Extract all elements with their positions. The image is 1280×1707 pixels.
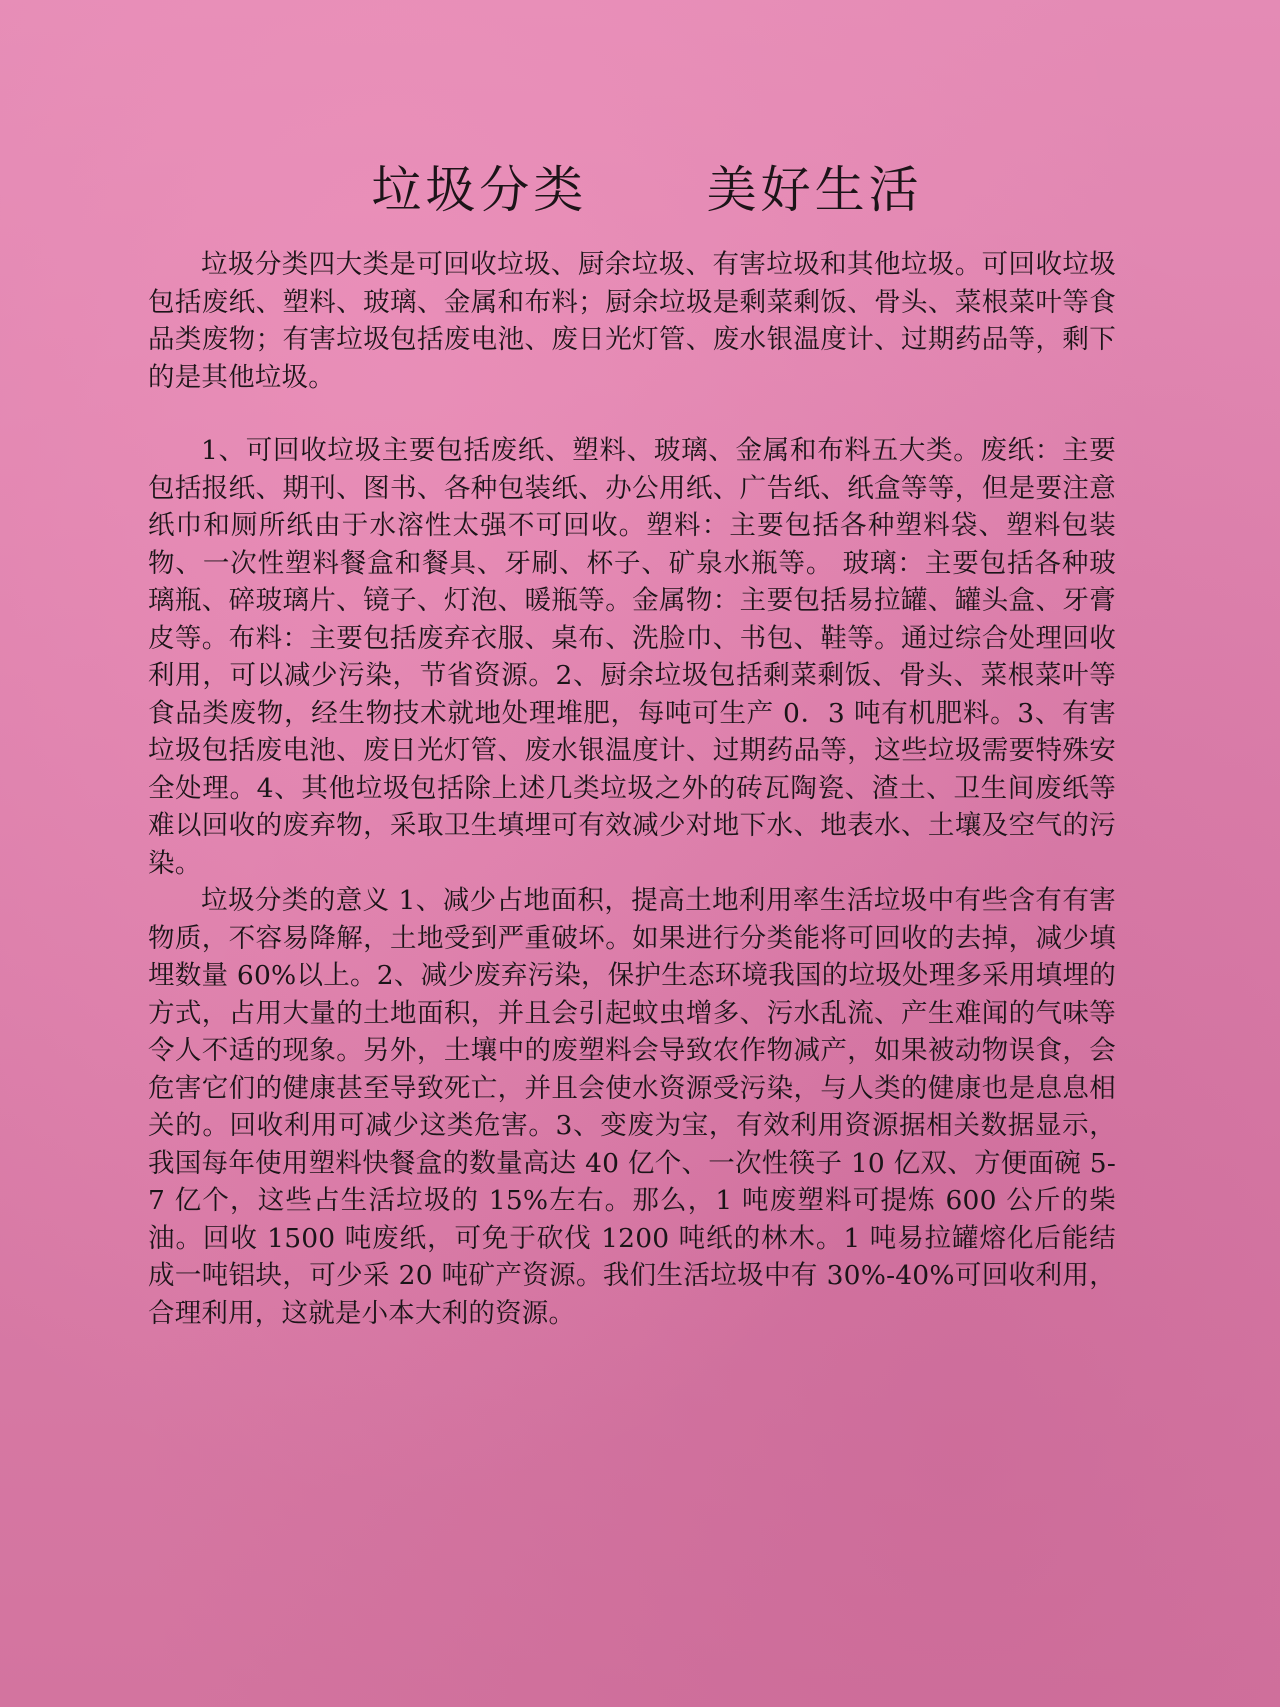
document-body <box>148 150 1116 1332</box>
significance-paragraph: 垃圾分类的意义 1、减少占地面积，提高土地利用率生活垃圾中有些含有有害物质，不容易降解，土地受到严重破坏。如果进行分类能将可回收的去掉，减少填埋数量 60%以上。2、减少废弃污染，保护生态环境我国的垃圾处理多采用填埋的方式，占用大量的土地面积，并且会引起蚊虫增多、污水乱流、产生难闻的气味等令人不适的现象。另外，土壤中的废塑料会导致农作物减产，如果被动物误食，会危害它们的健康甚至导致死亡，并且会使水资源受污染，与人类的健康也是息息相关的。回收利用可减少这类危害。3、变废为宝，有效利用资源据相关数据显示，我国每年使用塑料快餐盒的数量高达 40 亿个、一次性筷子 10 亿双、方便面碗 5-7 亿个，这些占生活垃圾的 15%左右。那么，1 吨废塑料可提炼 600 公斤的柴油。回收 1500 吨废纸，可免于砍伐 1200 吨纸的林木。1 吨易拉罐熔化后能结成一吨铝块，可少采 20 吨矿产资源。我们生活垃圾中有 30%-40%可回收利用，合理利用，这就是小本大利的资源。 <box>148 885 1116 1329</box>
document-title: 垃圾分类 美好生活 <box>371 161 923 219</box>
categories-paragraph: 1、可回收垃圾主要包括废纸、塑料、玻璃、金属和布料五大类。废纸：主要包括报纸、期刊、图书、各种包装纸、办公用纸、广告纸、纸盒等等，但是要注意纸巾和厕所纸由于水溶性太强不可回收。塑料：主要包括各种塑料袋、塑料包装物、一次性塑料餐盒和餐具、牙刷、杯子、矿泉水瓶等。 玻璃：主要包括各种玻璃瓶、碎玻璃片、镜子、灯泡、暖瓶等。金属物：主要包括易拉罐、罐头盒、牙膏皮等。布料：主要包括废弃衣服、桌布、洗脸巾、书包、鞋等。通过综合处理回收利用，可以减少污染，节省资源。2、厨余垃圾包括剩菜剩饭、骨头、菜根菜叶等食品类废物，经生物技术就地处理堆肥，每吨可生产 0．3 吨有机肥料。3、有害垃圾包括废电池、废日光灯管、废水银温度计、过期药品等，这些垃圾需要特殊安全处理。4、其他垃圾包括除上述几类垃圾之外的砖瓦陶瓷、渣土、卫生间废纸等难以回收的废弃物，采取卫生填埋可有效减少对地下水、地表水、土壤及空气的污染。 <box>148 435 1116 879</box>
intro-paragraph: 垃圾分类四大类是可回收垃圾、厨余垃圾、有害垃圾和其他垃圾。可回收垃圾包括废纸、塑料、玻璃、金属和布料；厨余垃圾是剩菜剩饭、骨头、菜根菜叶等食品类废物；有害垃圾包括废电池、废日光灯管、废水银温度计、过期药品等，剩下的是其他垃圾。 <box>148 249 1116 393</box>
paragraph-spacer <box>148 396 1116 432</box>
